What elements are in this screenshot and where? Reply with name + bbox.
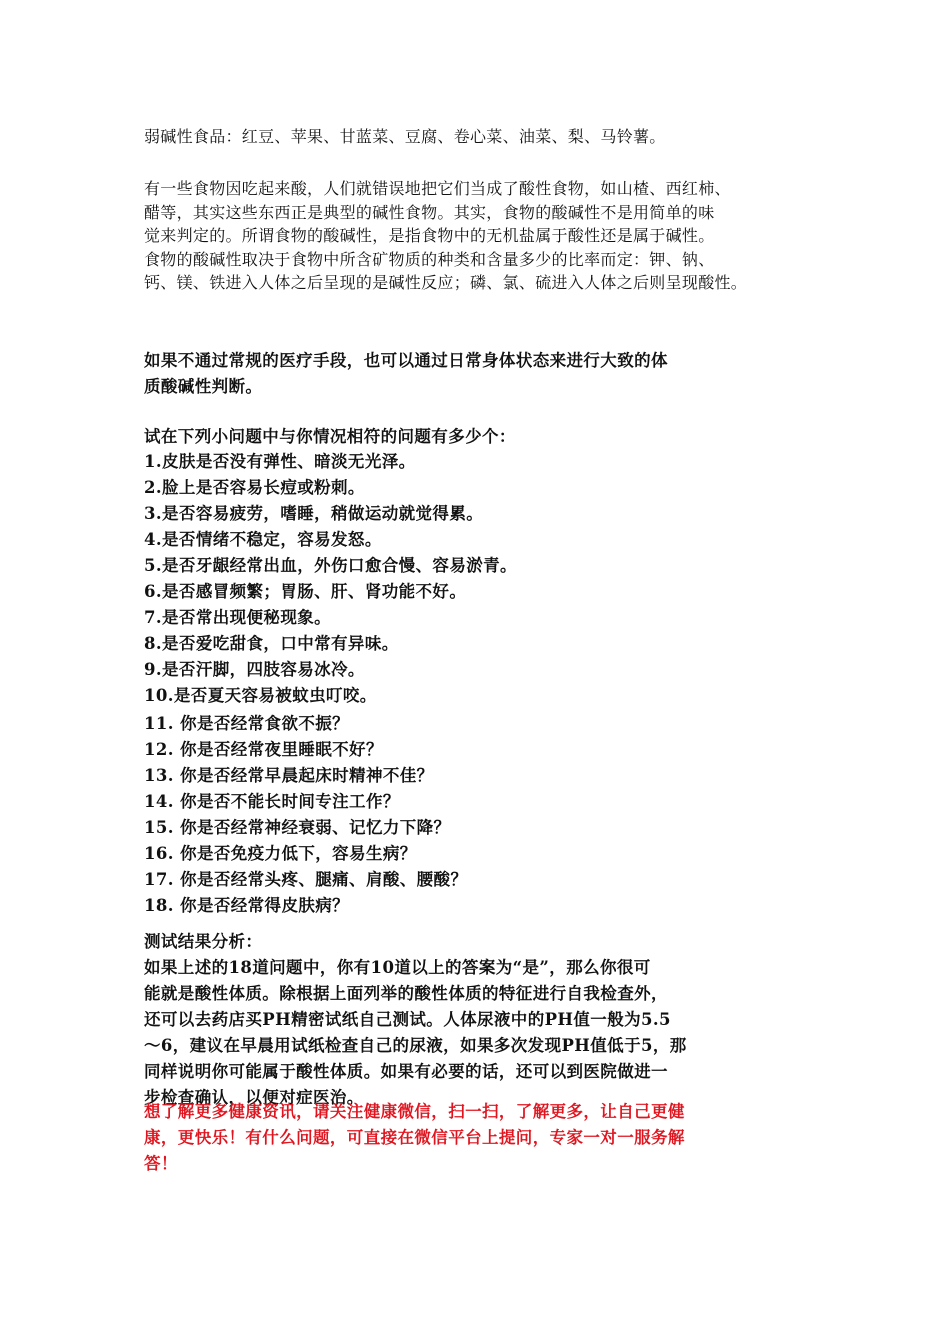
list-item: 15. 你是否经常神经衰弱、记忆力下降？	[144, 818, 451, 837]
list-item: 5.是否牙龈经常出血，外伤口愈合慢、容易淤青。	[144, 556, 517, 575]
list-item: 13. 你是否经常早晨起床时精神不佳？	[144, 766, 434, 785]
list-item: 3.是否容易疲劳，嗜睡，稍做运动就觉得累。	[144, 504, 484, 523]
test-result-analysis	[144, 929, 687, 1111]
paragraph-line: 醋等，其实这些东西正是典型的碱性食物。其实，食物的酸碱性不是用简单的味	[144, 204, 715, 222]
list-item: 1.皮肤是否没有弹性、暗淡无光泽。	[144, 452, 416, 471]
list-item: 17. 你是否经常头疼、腿痛、肩酸、腰酸？	[144, 870, 468, 889]
paragraph-line: 食物的酸碱性取决于食物中所含矿物质的种类和含量多少的比率而定：钾、钠、	[144, 251, 715, 269]
list-item: 2.脸上是否容易长痘或粉刺。	[144, 478, 365, 497]
list-item: 14. 你是否不能长时间专注工作？	[144, 792, 400, 811]
paragraph-line: 钙、镁、铁进入人体之后呈现的是碱性反应；磷、氯、硫进入人体之后则呈现酸性。	[144, 275, 748, 292]
list-item: 9.是否汗脚，四肢容易冰冷。	[144, 660, 365, 679]
question-list-part-2	[144, 711, 467, 919]
list-item: 4.是否情绪不稳定，容易发怒。	[144, 530, 382, 549]
result-line: 还可以去药店买PH精密试纸自己测试。人体尿液中的PH值一般为5.5	[144, 1010, 671, 1029]
result-line: 能就是酸性体质。除根据上面列举的酸性体质的特征进行自我检查外，	[144, 984, 668, 1003]
list-item: 12. 你是否经常夜里睡眠不好？	[144, 740, 383, 759]
list-item: 8.是否爱吃甜食，口中常有异味。	[144, 634, 399, 653]
question-list-part-1	[144, 449, 517, 709]
weak-alkaline-foods: 弱碱性食品：红豆、苹果、甘蓝菜、豆腐、卷心菜、油菜、梨、马铃薯。	[144, 129, 666, 146]
list-item: 18. 你是否经常得皮肤病？	[144, 896, 350, 915]
list-item: 11. 你是否经常食欲不振？	[144, 714, 350, 733]
list-item: 10.是否夏天容易被蚊虫叮咬。	[144, 686, 377, 705]
intro-line: 如果不通过常规的医疗手段，也可以通过日常身体状态来进行大致的体	[144, 351, 668, 370]
self-check-intro	[144, 348, 668, 400]
intro-line: 质酸碱性判断。	[144, 377, 263, 396]
acid-base-explanation-paragraph	[144, 178, 747, 296]
promo-line: 答！	[144, 1154, 178, 1173]
question-prompt: 试在下列小问题中与你情况相符的问题有多少个：	[144, 427, 516, 446]
list-item: 7.是否常出现便秘现象。	[144, 608, 332, 627]
result-line: ～6，建议在早晨用试纸检查自己的尿液，如果多次发现PH值低于5，那	[144, 1036, 687, 1055]
list-item: 6.是否感冒频繁；胃肠、肝、肾功能不好。	[144, 582, 467, 601]
result-line: 同样说明你可能属于酸性体质。如果有必要的话，还可以到医院做进一	[144, 1062, 668, 1081]
paragraph-line: 有一些食物因吃起来酸，人们就错误地把它们当成了酸性食物，如山楂、西红柿、	[144, 181, 731, 198]
list-item: 16. 你是否免疫力低下，容易生病？	[144, 844, 417, 863]
result-heading: 测试结果分析：	[144, 932, 263, 951]
result-line: 如果上述的18道问题中，你有10道以上的答案为“是”，那么你很可	[144, 958, 651, 977]
paragraph-line: 觉来判定的。所谓食物的酸碱性，是指食物中的无机盐属于酸性还是属于碱性。	[144, 228, 715, 245]
promo-line: 想了解更多健康资讯，请关注健康微信，扫一扫，了解更多，让自己更健	[144, 1102, 685, 1121]
promo-message	[144, 1099, 685, 1177]
promo-line: 康，更快乐！有什么问题，可直接在微信平台上提问，专家一对一服务解	[144, 1128, 685, 1147]
result-line: 步检查确认，以便对症医治。	[144, 1088, 364, 1107]
